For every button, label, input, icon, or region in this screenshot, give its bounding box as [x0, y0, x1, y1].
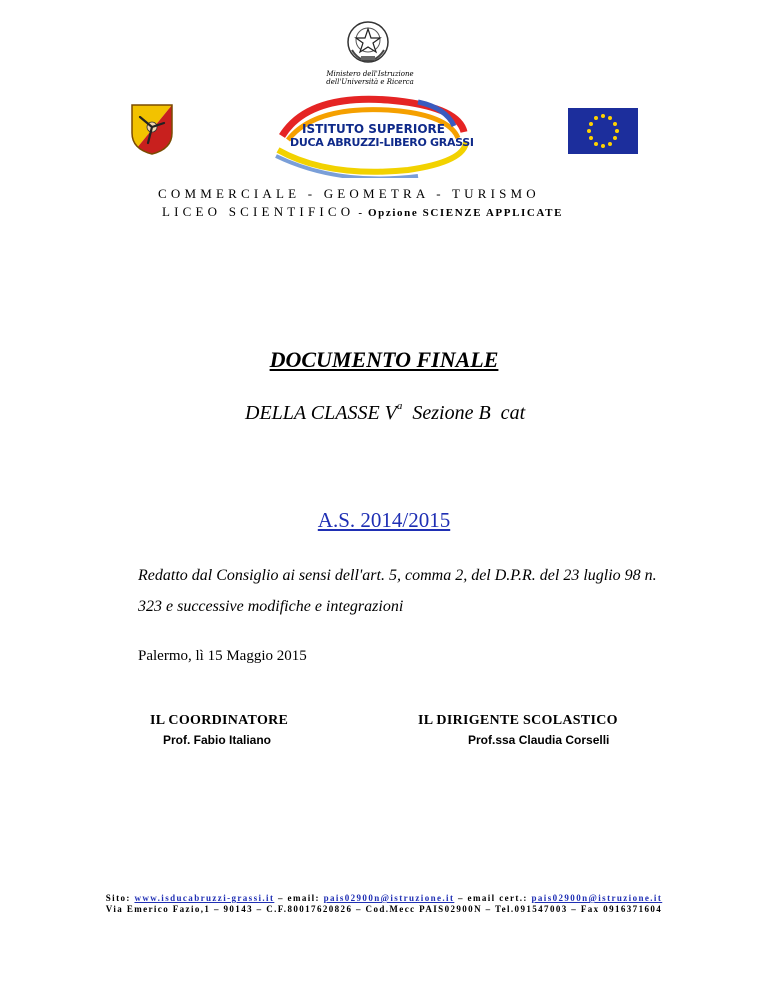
school-logo-line-2: DUCA ABRUZZI-LIBERO GRASSI [290, 136, 474, 149]
footer-site-link[interactable]: www.isducabruzzi-grassi.it [134, 893, 275, 903]
liceo-option: - Opzione SCIENZE APPLICATE [358, 207, 564, 219]
footer-pec-label: – email cert.: [458, 893, 528, 903]
director-name: Prof.ssa Claudia Corselli [468, 733, 610, 747]
footer-email-link[interactable]: pais02900n@istruzione.it [323, 893, 455, 903]
school-logo-line-1: ISTITUTO SUPERIORE [302, 122, 445, 136]
place-and-date: Palermo, lì 15 Maggio 2015 [138, 648, 307, 664]
class-superscript: a [396, 400, 403, 412]
liceo-main: LICEO SCIENTIFICO [162, 204, 355, 219]
coordinator-title: IL COORDINATORE [150, 713, 289, 728]
footer-site-label: Sito: [105, 893, 131, 903]
footer-pec-link[interactable]: pais02900n@istruzione.it [531, 893, 663, 903]
liceo-line [162, 203, 563, 221]
class-heading [245, 400, 525, 425]
director-title: IL DIRIGENTE SCOLASTICO [418, 713, 618, 728]
class-suffix: Sezione B cat [412, 402, 526, 424]
drafted-by-statement: Redatto dal Consiglio ai sensi dell'art. 5, comma 2, del D.P.R. del 23 luglio 98 n. 323 e successive modifiche e integrazioni [138, 567, 657, 615]
document-title: DOCUMENTO FINALE [269, 347, 499, 372]
footer-email-label: – email: [278, 893, 320, 903]
footer-address: Via Emerico Fazio,1 – 90143 – C.F.80017620826 – Cod.Mecc PAIS02900N – Tel.091547003 – Fax 0916371604 [105, 904, 663, 914]
coordinator-name: Prof. Fabio Italiano [163, 733, 272, 747]
ministry-line-2: dell'Università e Ricerca [326, 78, 414, 86]
sicily-coat-of-arms-icon [130, 103, 174, 155]
school-branches-line: COMMERCIALE - GEOMETRA - TURISMO [158, 186, 540, 201]
european-union-flag-icon [568, 108, 638, 154]
school-logo [268, 92, 474, 178]
school-year: A.S. 2014/2015 [317, 508, 451, 532]
class-prefix: DELLA CLASSE V [245, 402, 397, 424]
ministry-caption [310, 70, 430, 86]
footer [40, 893, 728, 915]
italian-republic-emblem-icon [346, 20, 390, 64]
ministry-line-1: Ministero dell'Istruzione [326, 70, 414, 78]
